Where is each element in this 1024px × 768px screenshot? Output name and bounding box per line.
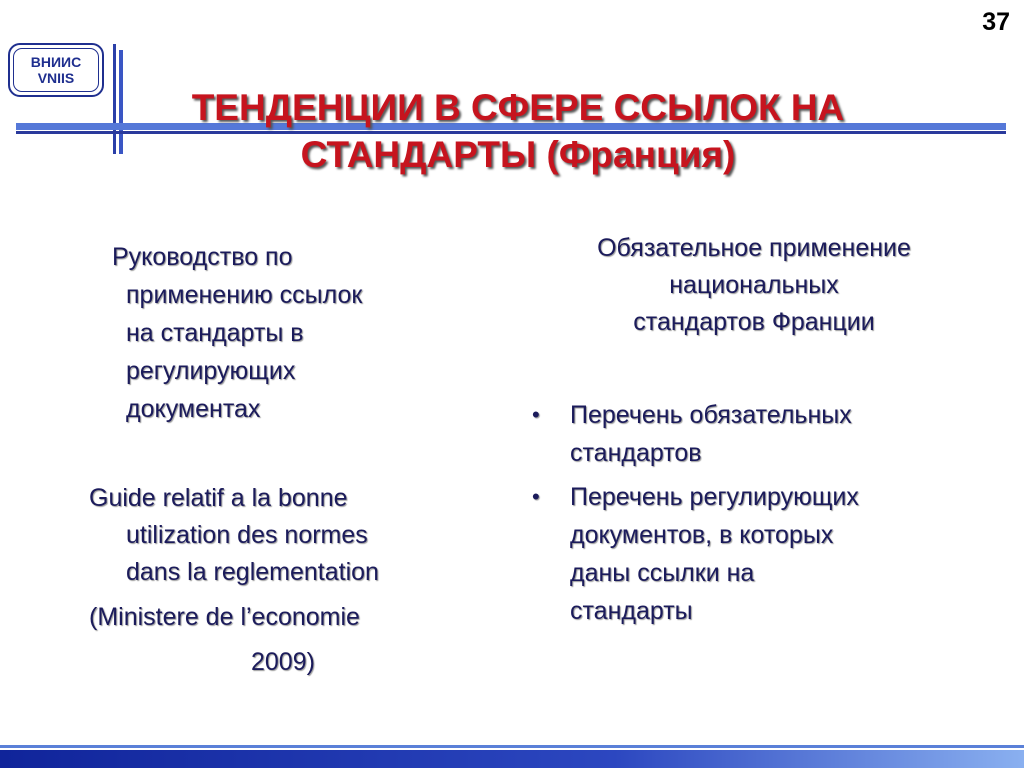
slide-title-line-1: ТЕНДЕНЦИИ В СФЕРЕ ССЫЛОК НА (191, 87, 845, 128)
left-heading-line: документах (126, 395, 261, 423)
footer-stripe-thin (0, 745, 1024, 748)
logo-text-latin: VNIIS (37, 70, 75, 86)
vniis-logo (8, 43, 104, 97)
footer-stripe-gradient (0, 750, 1024, 768)
bullet-text-line: даны ссылки на (570, 559, 755, 587)
right-column-heading (536, 230, 972, 341)
bullet-item (528, 396, 988, 472)
french-guide-line: dans la reglementation (126, 558, 379, 586)
left-heading-line: применению ссылок (126, 281, 363, 309)
bullet-item (528, 478, 988, 630)
french-guide-title (89, 480, 509, 681)
decorative-vertical-line (113, 44, 116, 154)
bullet-text-line: документов, в которых (570, 521, 834, 549)
left-column-heading (104, 238, 504, 428)
french-guide-publisher: (Ministere de l’economie (89, 603, 360, 631)
logo-text-russian: ВНИИС (30, 54, 82, 70)
bullet-text-line: Перечень обязательных (570, 401, 852, 429)
bullet-text-line: Перечень регулирующих (570, 483, 859, 511)
bullet-icon: • (532, 484, 540, 509)
french-guide-line: utilization des normes (126, 521, 368, 549)
left-heading-line: на стандарты в (126, 319, 304, 347)
french-guide-line: Guide relatif a la bonne (89, 484, 348, 512)
bullet-icon: • (532, 402, 540, 427)
right-heading-line: стандартов Франции (633, 308, 875, 336)
slide-title (118, 84, 918, 178)
slide-number: 37 (982, 8, 1010, 36)
bullet-text-line: стандарты (570, 597, 693, 625)
slide-title-line-2: СТАНДАРТЫ (Франция) (300, 134, 736, 175)
french-guide-year: 2009) (251, 648, 315, 676)
right-heading-line: национальных (669, 271, 839, 299)
right-bullet-list (528, 396, 988, 636)
bullet-text-line: стандартов (570, 439, 702, 467)
logo-inner-frame (13, 48, 99, 92)
right-heading-line: Обязательное применение (597, 234, 911, 262)
left-heading-line: регулирующих (126, 357, 296, 385)
left-heading-line: Руководство по (112, 243, 293, 271)
